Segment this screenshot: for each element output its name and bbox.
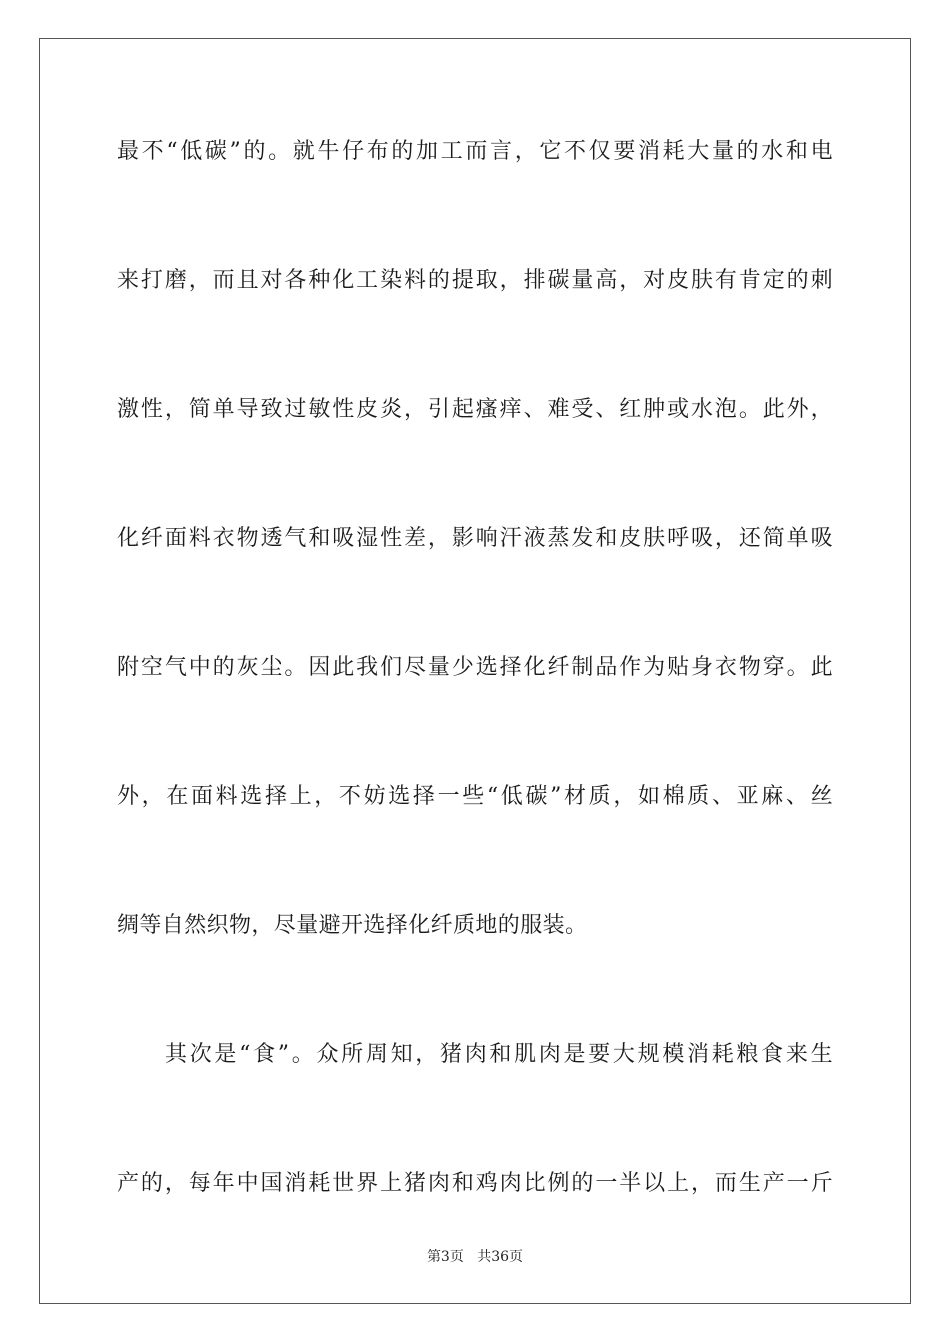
paragraph-start-line: 其次是“食”。众所周知，猪肉和肌肉是要大规模消耗粮食来生	[165, 1042, 833, 1067]
page-footer	[0, 1246, 950, 1266]
text-line: 化纤面料衣物透气和吸湿性差，影响汗液蒸发和皮肤呼吸，还简单吸	[117, 526, 833, 551]
text-line: 产的，每年中国消耗世界上猪肉和鸡肉比例的一半以上，而生产一斤	[117, 1171, 833, 1196]
text-line: 外，在面料选择上，不妨选择一些“低碳”材质，如棉质、亚麻、丝	[117, 784, 833, 809]
text-line: 来打磨，而且对各种化工染料的提取，排碳量高，对皮肤有肯定的刺	[117, 268, 833, 293]
text-line: 绸等自然织物，尽量避开选择化纤质地的服装。	[117, 913, 588, 938]
text-line: 最不“低碳”的。就牛仔布的加工而言，它不仅要消耗大量的水和电	[117, 139, 833, 164]
document-body	[117, 128, 833, 1289]
page-number: 第3页	[426, 1249, 464, 1265]
text-line: 激性，简单导致过敏性皮炎，引起瘙痒、难受、红肿或水泡。此外，	[117, 397, 833, 422]
total-pages: 共36页	[477, 1249, 524, 1265]
text-line: 附空气中的灰尘。因此我们尽量少选择化纤制品作为贴身衣物穿。此	[117, 655, 833, 680]
